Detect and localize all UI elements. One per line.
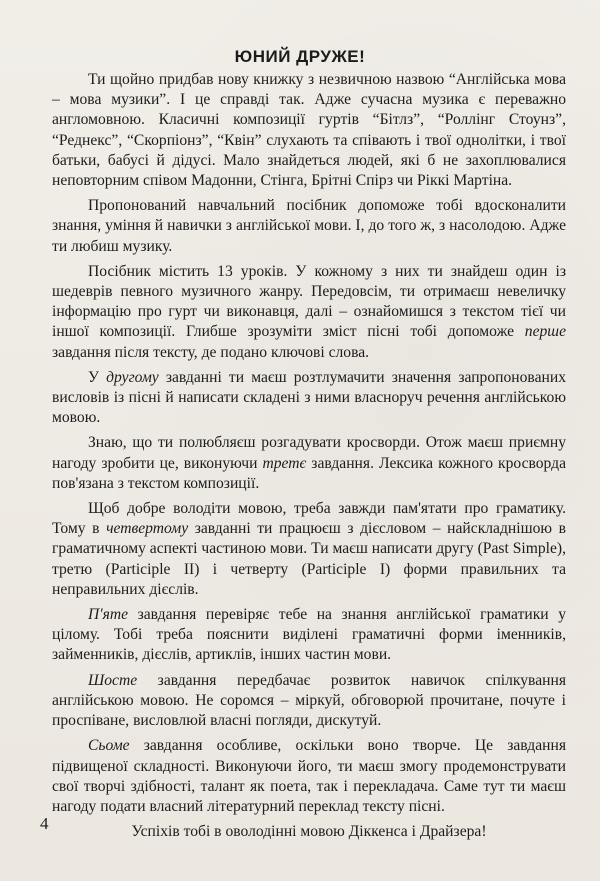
paragraph-text: завдання особливе, оскільки воно творче. Це завдання підвищеної складності. Виконуючи його, ти маєш змогу продемонструвати свої творчі здібності, талант як поета, так і перекладача. Саме тут ти маєш нагоду подати власний літературний переклад тексту пісні. (52, 737, 566, 815)
closing-line: Успіхів тобі в оволодінні мовою Діккенса і Драйзера! (131, 823, 487, 841)
paragraph (52, 433, 566, 494)
paragraph-text: У (88, 368, 107, 386)
paragraph-text: Пропонований навчальний посібник допоможе тобі вдосконалити знання, уміння й навички з англійської мови. І, до того ж, з насолодою. Адже ти любиш музику. (52, 197, 566, 255)
paragraph-text: Щоб добре володіти мовою, треба завжди пам'ятати про граматику. Тому в (52, 500, 566, 538)
paragraph-text: Посібник містить 13 уроків. У кожному з них ти знайдеш один із шедеврів певного музичного жанру. Передовсім, ти отримаєш невеличку інформацію про гурт чи виконавця, далі – ознайомишся з текстом тієї чи іншої композиції. Глибше зрозуміти зміст пісні тобі допоможе (52, 262, 566, 341)
paragraph-text: завдання після тексту, де подано ключові слова. (52, 343, 370, 361)
paragraph-text: завдання передбачає розвиток навичок спілкування англійською мовою. Не соромся – міркуй, обговорюй прочитане, почуте і проспіване, висловлюй власні погляди, дискутуй. (52, 671, 566, 730)
emphasized-word: Сьоме (88, 737, 130, 755)
body-text (52, 70, 566, 847)
emphasized-word: Шосте (88, 671, 138, 689)
paragraph-text: Ти щойно придбав нову книжку з незвичною назвою “Англійська мова – мова музики”. І це справді так. Адже сучасна музика є переважно англомовною. Класичні композиції гуртів “Бітлз”, “Роллінг Стоунз”, “Реднекс”, “Скорпіонз”, “Квін” слухають та співають і твої однолітки, і твої батьки, бабусі й дідусі. Мало знайдеться людей, які б не захоплювалися неповторним співом Мадонни, Стінга, Брітні Спірз чи Ріккі Мартіна. (52, 71, 566, 190)
page-number: 4 (40, 814, 49, 833)
paragraph-text: завдання. Лексика кожного кросворда пов'язана з текстом композиції. (52, 454, 566, 492)
paragraph-text: Знаю, що ти полюбляєш розгадувати кросворди. Отож маєш приємну нагоду зробити це, виконуючи (52, 434, 566, 472)
emphasized-word: четвертому (106, 520, 189, 538)
page-title: ЮНИЙ ДРУЖЕ! (234, 47, 366, 66)
paragraph (52, 368, 566, 429)
paragraph (52, 262, 566, 363)
paragraph (52, 499, 566, 600)
emphasized-word: перше (524, 323, 566, 341)
emphasized-word: П'яте (88, 606, 129, 624)
paragraph-text: завданні ти маєш розтлумачити значення запропонованих висловів із пісні й написати складені з ними власноруч речення англійською мовою. (52, 368, 566, 427)
paragraph (52, 605, 566, 666)
emphasized-word: другому (106, 368, 159, 386)
emphasized-word: третє (262, 454, 307, 472)
paragraph (52, 736, 566, 817)
paragraph (52, 70, 566, 191)
paragraph-text: завданні ти працюєш з дієсловом – найскладнішою в граматичному аспекті частиною мови. Ти маєш написати другу (Past Simple), третю (Participle II) і четверту (Participle I) форми правильних та неправильних дієслів. (52, 520, 566, 598)
paragraph-text: завдання перевіряє тебе на знання англійської граматики у цілому. Тобі треба пояснити виділені граматичні форми іменників, займенників, дієслів, артиклів, інших частин мови. (52, 606, 566, 664)
paragraph (52, 196, 566, 257)
paragraph (52, 671, 566, 732)
